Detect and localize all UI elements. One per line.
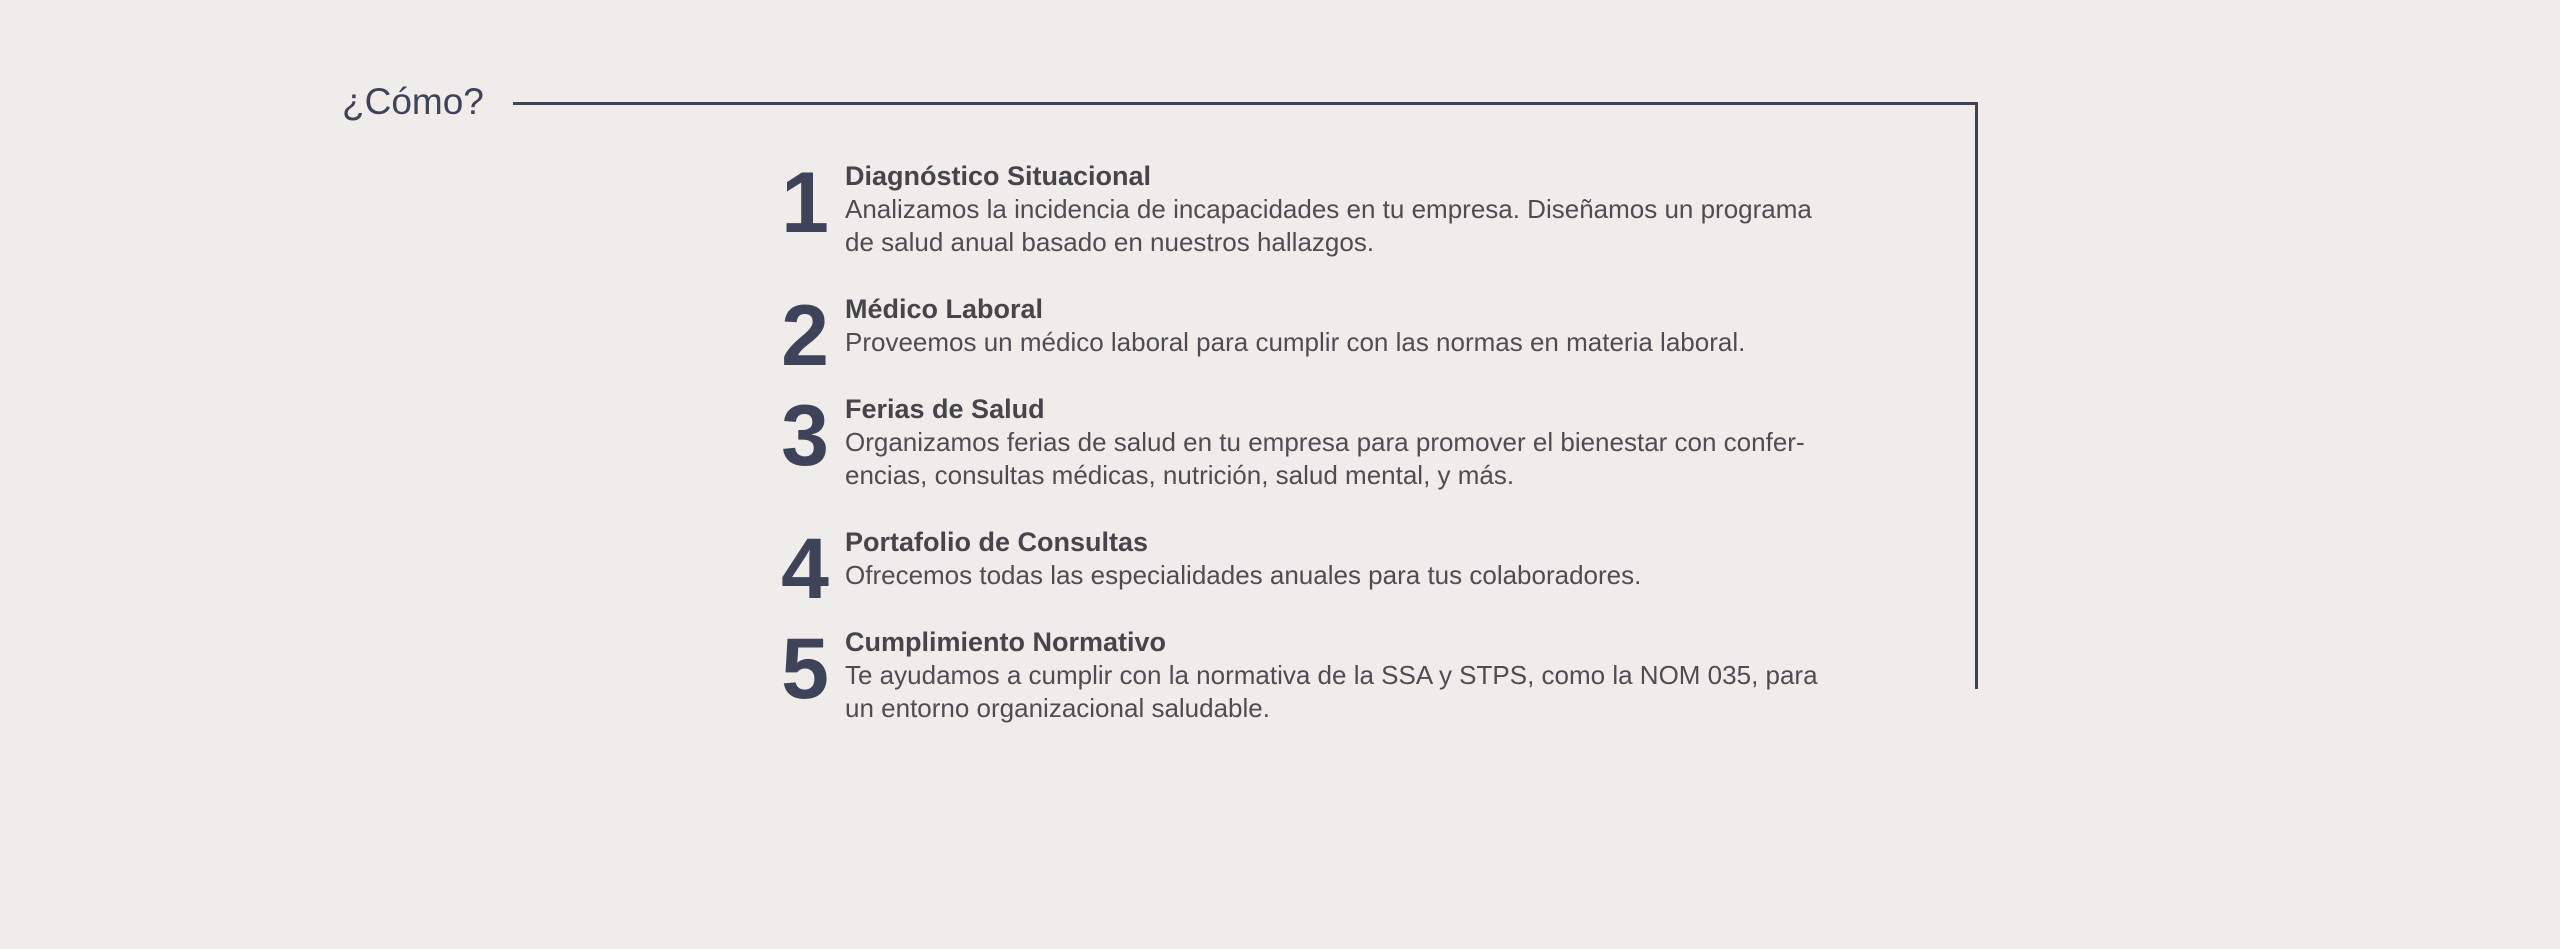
step-title: Diagnóstico Situacional [845,161,1152,191]
step-description-line: Te ayudamos a cumplir con la normativa de la SSA y STPS, como la NOM 035, para [845,660,1818,690]
step-title: Cumplimiento Normativo [845,627,1167,657]
step-description-line: Analizamos la incidencia de incapacidades en tu empresa. Diseñamos un programa [845,194,1812,224]
step-number: 1 [781,155,829,251]
step-content [845,293,1965,359]
step-title: Ferias de Salud [845,394,1045,424]
step-description-line: Organizamos ferias de salud en tu empresa para promover el bienestar con confer- [845,427,1805,457]
step-description [845,326,1965,359]
step-description [845,659,1965,725]
step-description [845,193,1965,259]
step-description-line: Proveemos un médico laboral para cumplir con las normas en materia laboral. [845,327,1746,357]
step-content [845,160,1965,259]
step-description-line: de salud anual basado en nuestros hallazgos. [845,227,1375,257]
step-content [845,626,1965,725]
step-title: Médico Laboral [845,294,1044,324]
step-description-line: un entorno organizacional saludable. [845,693,1270,723]
step-description [845,426,1965,492]
step-title: Portafolio de Consultas [845,527,1149,557]
step-number: 2 [781,288,829,384]
step-description-line: Ofrecemos todas las especialidades anuales para tus colaboradores. [845,560,1642,590]
step-description [845,559,1965,592]
step-content [845,526,1965,592]
step-number: 4 [781,521,829,617]
frame-line-vertical [1975,102,1978,689]
step-description-line: encias, consultas médicas, nutrición, salud mental, y más. [845,460,1515,490]
step-number: 3 [781,388,829,484]
step-number: 5 [781,621,829,717]
step-content [845,393,1965,492]
section-title: ¿Cómo? [342,81,484,122]
frame-line-horizontal [513,102,1978,105]
